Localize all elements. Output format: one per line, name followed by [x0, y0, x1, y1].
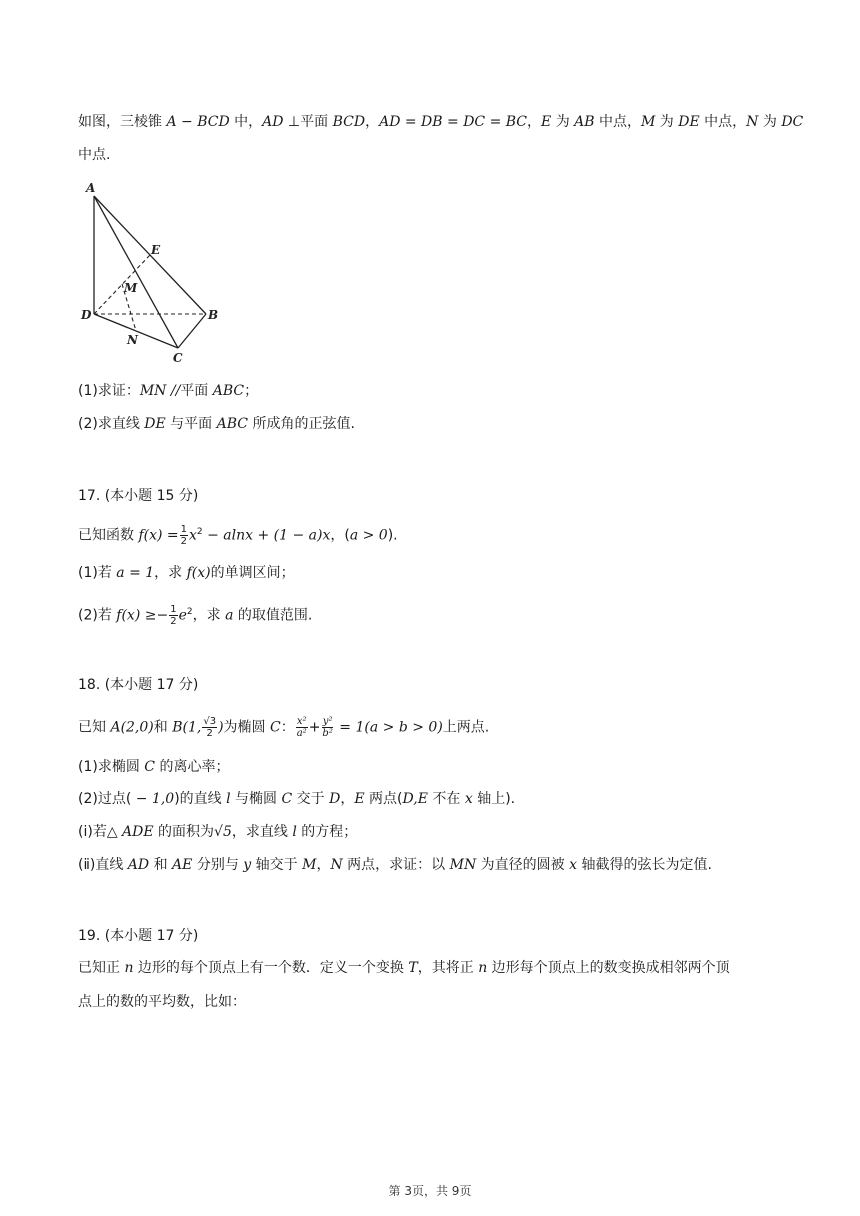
- fraction-one-half-q2: $\frac{1}{2}$: [170, 604, 177, 628]
- problem18-header: 18. (本小题 17 分): [78, 677, 199, 693]
- fraction-x2-a2: $\frac{\text{x²}}{\text{a²}}$: [296, 716, 307, 739]
- problem18-qii: (ⅱ)直线 AD 和 AE 分别与 y 轴交于 M，N 两点，求证：以 MN 为直径的圆被 x 轴截得的弦长为定值.: [78, 857, 712, 873]
- tetrahedron-figure: [78, 178, 238, 368]
- problem18-qi: (ⅰ)若△ ADE 的面积为√5，求直线 l 的方程；: [78, 824, 358, 840]
- problem19-stem-line1: 已知正 n 边形的每个顶点上有一个数．定义一个变换 T，其将正 n 边形每个顶点上的数变换成相邻两个顶: [78, 960, 730, 976]
- label-C: C: [173, 351, 183, 365]
- tetrahedron-diagram: [78, 178, 238, 368]
- problem17-stem: 已知函数 f(x) = $\frac{1}{2}$ $x^2 - alnx + (1 - a)x$，(a > 0).: [78, 524, 398, 548]
- fraction-sqrt3-over-2: $\frac{√3}{2}$: [203, 716, 217, 739]
- label-B: B: [208, 308, 219, 322]
- problem16-q2: (2)求直线 DE 与平面 ABC 所成角的正弦值.: [78, 416, 355, 432]
- label-A: A: [86, 181, 96, 195]
- edge-CB: [178, 314, 206, 348]
- problem18-q2: (2)过点( − 1,0)的直线 l 与椭圆 C 交于 D，E 两点(D,E 不在 x 轴上).: [78, 791, 516, 807]
- problem18-stem: 已知 A(2,0)和 B(1, $\frac{√3}{2}$ )为椭圆 C： $\frac{\text{x²}}{\text{a²}}$ + $\frac{\text{y²}}{\text{b²}}$ = 1(a > b > 0)上两点.: [78, 716, 490, 739]
- fraction-y2-b2: $\frac{\text{y²}}{\text{b²}}$: [322, 716, 333, 739]
- problem19-header: 19. (本小题 17 分): [78, 928, 199, 944]
- label-M: M: [124, 281, 138, 295]
- label-E: E: [151, 243, 161, 257]
- problem17-q2: (2)若 f(x) ≥− $\frac{1}{2}$ $e^2$，求 a 的取值范围.: [78, 604, 313, 628]
- problem19-stem-line2: 点上的数的平均数，比如：: [78, 994, 246, 1010]
- label-N: N: [127, 333, 138, 347]
- page-footer: 第 3页，共 9页: [388, 1184, 472, 1198]
- problem17-q1: (1)若 a = 1，求 f(x)的单调区间；: [78, 565, 295, 581]
- label-D: D: [81, 308, 92, 322]
- problem17-header: 17. (本小题 15 分): [78, 488, 199, 504]
- fraction-one-half: $\frac{1}{2}$: [180, 524, 188, 548]
- problem18-q1: (1)求椭圆 C 的离心率；: [78, 759, 230, 775]
- problem16-stem-line1: 如图，三棱锥 A − BCD 中，AD ⊥平面 BCD，AD = DB = DC = BC，E 为 AB 中点，M 为 DE 中点，N 为 DC: [78, 114, 804, 130]
- problem16-q1: (1)求证：MN //平面 ABC；: [78, 383, 259, 399]
- problem16-stem-line2: 中点.: [78, 147, 111, 163]
